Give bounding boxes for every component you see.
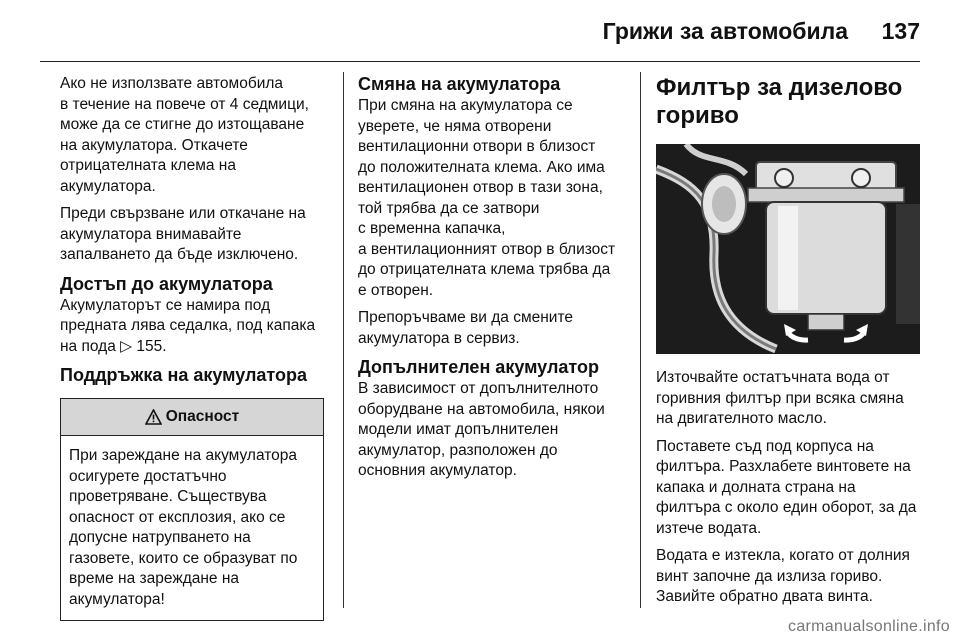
warning-triangle-icon xyxy=(145,409,162,425)
page-reference-arrow-icon: ▷ xyxy=(120,337,133,355)
danger-label: Опасност xyxy=(165,407,240,425)
heading-battery-access: Достъп до акумулатора xyxy=(60,273,273,294)
section-title-diesel-filter: Филтър за дизелово гориво xyxy=(656,74,903,129)
column-2 xyxy=(358,74,630,489)
danger-header xyxy=(61,399,323,436)
danger-text: При зареждане на акумулатора осигурете достатъчно проветряване. Съществува опасност от експлозия, ако се допусне натрупването на газовете, които се образуват по време на зареждане на акумулатора! xyxy=(69,447,298,608)
column-divider-2 xyxy=(640,72,641,608)
paragraph-ignition: Преди свързване или откачане на акумулатора внимавайте запалването да бъде изключено. xyxy=(60,205,306,263)
heading-battery-maintenance: Поддръжка на акумулатора xyxy=(60,365,307,385)
diesel-fuel-filter-illustration xyxy=(656,144,920,354)
heading-auxiliary-battery: Допълнителен акумулатор xyxy=(358,357,599,377)
page-header xyxy=(40,0,920,62)
danger-warning-box xyxy=(60,398,324,621)
paragraph-drain-water: Източвайте остатъчната вода от горивния филтър при всяка смяна на двигателното масло. xyxy=(656,369,904,427)
fuel-filter-image xyxy=(656,144,920,354)
paragraph-tighten-screws: Водата е изтекла, когато от долния винт започне да излиза гориво. Завийте обратно двата винта. xyxy=(656,547,910,605)
column-3 xyxy=(656,74,928,615)
page-number: 137 xyxy=(881,18,920,44)
paragraph-auxiliary-battery: В зависимост от допълнителното оборудване на автомобила, някои модели имат допълнителен акумулатор, разположен до основния акумулатор. xyxy=(358,380,605,479)
paragraph-workshop-recommendation: Препоръчваме ви да смените акумулатора в сервиз. xyxy=(358,309,574,347)
page-reference-link[interactable]: 155. xyxy=(136,337,167,355)
column-1 xyxy=(60,74,332,621)
battery-access-text: Акумулаторът се намира под предната лява седалка, под капака на пода xyxy=(60,296,316,355)
heading-battery-replacement: Смяна на акумулатора xyxy=(358,74,561,94)
column-divider-1 xyxy=(343,72,344,608)
paragraph-battery-replacement: При смяна на акумулатора се уверете, че няма отворени вентилационни отвори в близост до положителната клема. Ако има вентилационен отвор в тази зона, той трябва да се затвори с временна капачка, а вентилационният отвор в близост до отрицателната клема трябва да е отворен. xyxy=(358,97,616,299)
paragraph-battery-access xyxy=(60,296,332,358)
paragraph-loosen-screws: Поставете съд под корпуса на филтъра. Разхлабете винтовете на капака и долната страна на филтъра с около един оборот, за да изтече водата. xyxy=(656,437,917,537)
paragraph-storage: Ако не използвате автомобила в течение на повече от 4 седмици, може да се стигне до изтощаване на акумулатора. Откачете отрицателната клема на акумулатора. xyxy=(60,75,309,195)
watermark: carmanualsonline.info xyxy=(788,618,950,635)
header-title: Грижи за автомобила xyxy=(602,18,848,44)
